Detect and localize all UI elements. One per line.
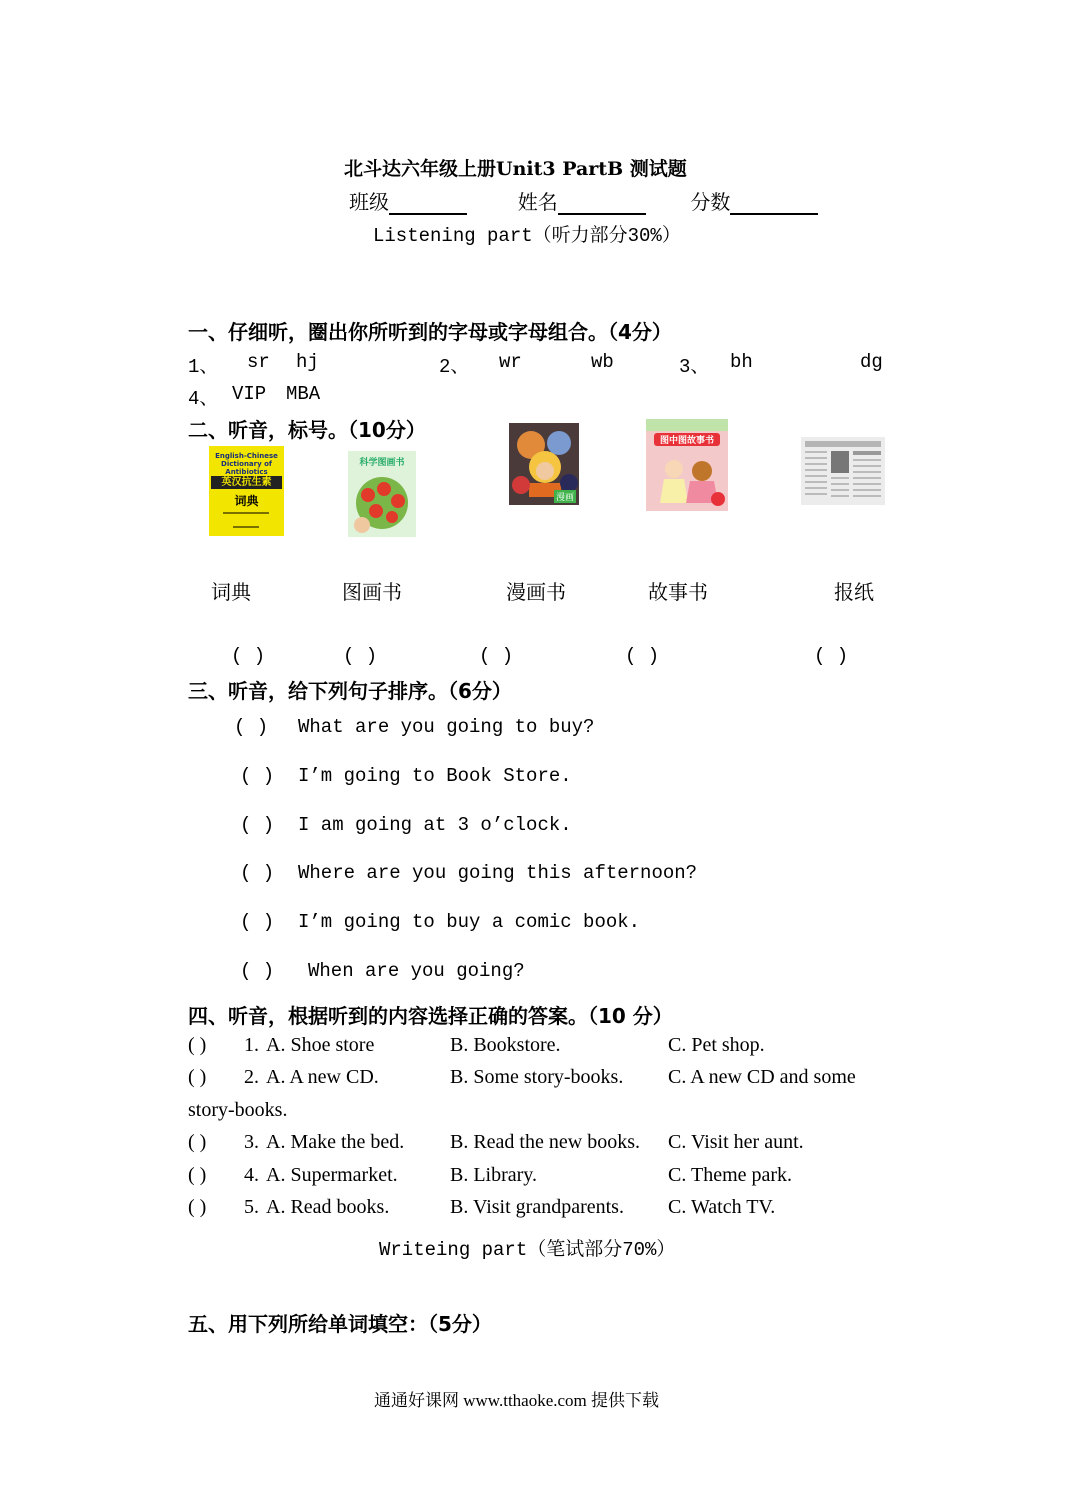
s3-sentence-4: Where are you going this afternoon? <box>298 862 698 884</box>
s1-item1-num: 1、 <box>188 356 219 378</box>
section5-heading: 五、用下列所给单词填空：（5分） <box>188 1312 492 1336</box>
s1-item1-b[interactable]: hj <box>296 351 319 373</box>
s4-q2-num: 2. <box>244 1066 259 1088</box>
comic-label: 漫画 <box>554 490 576 503</box>
listening-part-label: Listening part（听力部分30%） <box>373 225 681 247</box>
s3-paren-5[interactable]: ( ) <box>240 911 275 933</box>
section2-heading: 二、听音，标号。（10分） <box>188 418 426 442</box>
name-blank[interactable] <box>558 195 646 215</box>
s4-q3-a[interactable]: A. Make the bed. <box>266 1131 405 1153</box>
s4-q4-c[interactable]: C. Theme park. <box>668 1164 793 1186</box>
newspaper-image <box>801 437 885 505</box>
s1-item2-b[interactable]: wb <box>591 351 614 373</box>
label-picture-book: 图画书 <box>342 580 402 604</box>
comic-book-image <box>509 423 579 505</box>
answer-paren-2[interactable]: ( ) <box>343 645 378 667</box>
story-book-image <box>646 419 728 511</box>
dictionary-image <box>209 446 284 536</box>
s3-sentence-3: I am going at 3 o’clock. <box>298 814 572 836</box>
label-newspaper: 报纸 <box>834 580 874 604</box>
label-comic-book: 漫画书 <box>506 580 566 604</box>
picture-book-title: 科学图画书 <box>359 458 405 468</box>
s4-q1-b[interactable]: B. Bookstore. <box>450 1034 561 1056</box>
s4-q5-c[interactable]: C. Watch TV. <box>668 1196 776 1218</box>
s4-q4-paren[interactable]: ( ) <box>188 1164 207 1186</box>
s4-q5-a[interactable]: A. Read books. <box>266 1196 390 1218</box>
s4-q1-a[interactable]: A. Shoe store <box>266 1034 375 1056</box>
s4-q4-num: 4. <box>244 1164 259 1186</box>
s4-q5-paren[interactable]: ( ) <box>188 1196 207 1218</box>
writing-part-label: Writeing part（笔试部分70%） <box>379 1239 676 1261</box>
story-book-title: 图中图故事书 <box>654 433 720 446</box>
s4-q4-b[interactable]: B. Library. <box>450 1164 538 1186</box>
s4-q2-b[interactable]: B. Some story-books. <box>450 1066 624 1088</box>
section4-heading: 四、听音，根据听到的内容选择正确的答案。（10 分） <box>188 1004 673 1028</box>
s3-paren-3[interactable]: ( ) <box>240 814 275 836</box>
s1-item4-num: 4、 <box>188 388 219 410</box>
s3-sentence-2: I’m going to Book Store. <box>298 765 572 787</box>
answer-paren-1[interactable]: ( ) <box>231 645 266 667</box>
section1-heading: 一、仔细听，圈出你所听到的字母或字母组合。（4分） <box>188 320 672 344</box>
label-dictionary: 词典 <box>211 580 251 604</box>
s1-item4-a[interactable]: VIP <box>232 383 267 405</box>
name-label: 姓名 <box>517 190 558 214</box>
dict-chinese-title: 英汉抗生素 <box>211 476 282 489</box>
s4-q1-paren[interactable]: ( ) <box>188 1034 207 1056</box>
class-label: 班级 <box>349 190 389 214</box>
answer-paren-4[interactable]: ( ) <box>625 645 660 667</box>
score-label: 分数 <box>690 190 731 214</box>
s4-q2-c-cont: story-books. <box>188 1099 288 1121</box>
s4-q3-b[interactable]: B. Read the new books. <box>450 1131 640 1153</box>
s4-q4-a[interactable]: A. Supermarket. <box>266 1164 398 1186</box>
s3-paren-4[interactable]: ( ) <box>240 862 275 884</box>
section3-heading: 三、听音，给下列句子排序。（6分） <box>188 679 512 703</box>
page-title: 北斗达六年级上册Unit3 PartB 测试题 <box>344 158 687 180</box>
s1-item3-a[interactable]: bh <box>730 351 753 373</box>
s1-item3-num: 3、 <box>679 356 710 378</box>
s4-q2-c[interactable]: C. A new CD and some <box>668 1066 856 1088</box>
dict-word: 词典 <box>234 494 259 508</box>
s3-sentence-6: When are you going? <box>308 960 525 982</box>
s3-paren-6[interactable]: ( ) <box>240 960 275 982</box>
s4-q5-b[interactable]: B. Visit grandparents. <box>450 1196 624 1218</box>
label-story-book: 故事书 <box>648 580 708 604</box>
s1-item3-b[interactable]: dg <box>860 351 883 373</box>
s4-q3-num: 3. <box>244 1131 259 1153</box>
s4-q1-c[interactable]: C. Pet shop. <box>668 1034 765 1056</box>
s4-q3-c[interactable]: C. Visit her aunt. <box>668 1131 804 1153</box>
s3-paren-2[interactable]: ( ) <box>240 765 275 787</box>
s4-q5-num: 5. <box>244 1196 259 1218</box>
score-blank[interactable] <box>730 195 818 215</box>
picture-book-image <box>348 451 416 537</box>
s3-sentence-5: I’m going to buy a comic book. <box>298 911 641 933</box>
s4-q2-paren[interactable]: ( ) <box>188 1066 207 1088</box>
answer-paren-3[interactable]: ( ) <box>479 645 514 667</box>
s1-item2-a[interactable]: wr <box>499 351 522 373</box>
s1-item1-a[interactable]: sr <box>247 351 270 373</box>
s1-item4-b[interactable]: MBA <box>286 383 321 405</box>
s4-q3-paren[interactable]: ( ) <box>188 1131 207 1153</box>
class-blank[interactable] <box>389 195 467 215</box>
footer-text: 通通好课网 www.tthaoke.com 提供下载 <box>374 1391 660 1410</box>
s4-q2-a[interactable]: A. A new CD. <box>266 1066 379 1088</box>
answer-paren-5[interactable]: ( ) <box>814 645 849 667</box>
s1-item2-num: 2、 <box>439 356 470 378</box>
dict-english-title: English-Chinese Dictionary of Antibiotics <box>215 452 278 476</box>
s3-paren-1[interactable]: ( ) <box>234 716 269 738</box>
s4-q1-num: 1. <box>244 1034 259 1056</box>
info-line <box>349 186 818 215</box>
s3-sentence-1: What are you going to buy? <box>298 716 595 738</box>
